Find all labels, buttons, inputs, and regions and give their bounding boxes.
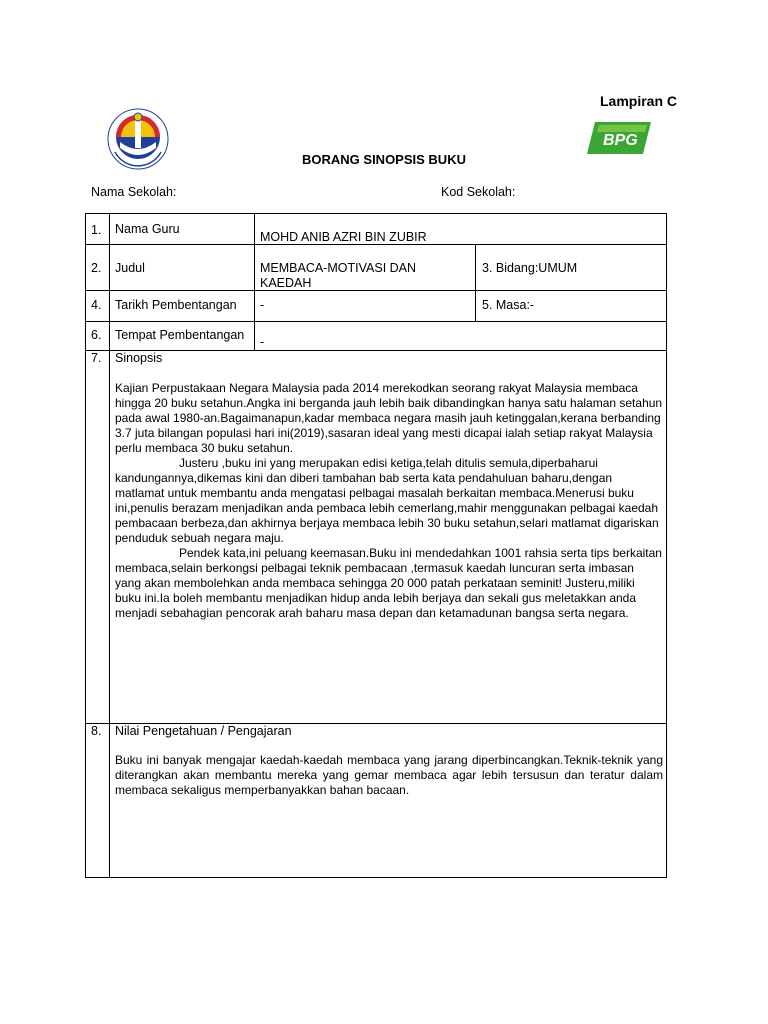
appendix-label: Lampiran C (600, 93, 678, 109)
row-number: 1. (91, 223, 102, 237)
row-divider (86, 321, 666, 322)
teacher-name-value: MOHD ANIB AZRI BIN ZUBIR (260, 230, 427, 244)
row-number: 6. (91, 328, 102, 342)
knowledge-text: Buku ini banyak mengajar kaedah-kaedah membaca yang jarang diperbincangkan.Teknik-teknik yang diterangkan akan membantu mereka yang gemar membaca agar lebih tersusun dan teratur dalam membaca sekaligus memperbanyakkan bahan bacaan. (115, 753, 663, 797)
presentation-place-value: - (260, 335, 265, 349)
presentation-place-label: Tempat Pembentangan (115, 328, 245, 342)
bpg-logo-text: BPG (603, 132, 638, 149)
teacher-name-label: Nama Guru (115, 222, 180, 236)
synopsis-table (85, 213, 667, 878)
field-label: 3. Bidang:UMUM (482, 261, 578, 275)
synopsis-paragraph: Kajian Perpustakaan Negara Malaysia pada 2014 merekodkan seorang rakyat Malaysia membaca hingga 20 buku setahun.Angka ini berganda jauh lebih baik dibandingkan hanya satu halaman setahun pada awal 1980-an.Bagaimanapun,kadar membaca negara masih jauh ketinggalan,kerana berbanding 3.7 juta bilangan populasi hari ini(2019),sasaran ideal yang mesti dicapai ialah setiap rakyat Malaysia perlu membaca 30 buku setahun. (115, 381, 663, 455)
presentation-date-label: Tarikh Pembentangan (115, 298, 237, 312)
row-number: 7. (91, 351, 102, 365)
school-code-label: Kod Sekolah: (441, 185, 516, 199)
time-label: 5. Masa:- (482, 298, 535, 312)
row-number: 4. (91, 298, 102, 312)
book-title-label: Judul (115, 261, 145, 275)
column-divider (254, 214, 255, 350)
column-divider (475, 244, 476, 321)
bpg-logo (585, 120, 653, 156)
book-title-value: MEMBACA-MOTIVASI DAN KAEDAH (260, 261, 417, 290)
synopsis-paragraph: Justeru ,buku ini yang merupakan edisi ketiga,telah ditulis semula,diperbaharui kandungannya,dikemas kini dan diberi tambahan bab serta kata pendahuluan baharu,dengan matlamat untuk membantu anda mengatasi pelbagai masalah berkaitan membaca.Menerusi buku ini,penulis berazam menjadikan anda pembaca lebih cemerlang,mahir menggunakan pelbagai kaedah pembacaan berbeza,dan akhirnya berjaya membaca lebih 30 buku setahun,selari matlamat digariskan penduduk sebuah negara maju. (115, 456, 659, 545)
synopsis-text (115, 381, 663, 621)
row-divider (86, 350, 666, 351)
form-title: BORANG SINOPSIS BUKU (302, 152, 466, 167)
row-number: 8. (91, 724, 102, 738)
presentation-date-value: - (260, 298, 265, 312)
synopsis-paragraph: Pendek kata,ini peluang keemasan.Buku ini mendedahkan 1001 rahsia serta tips berkaitan membaca,selain berkongsi pelbagai teknik pembacaan ,termasuk kaedah luncuran serta imbasan yang akan membolehkan anda membaca sehingga 20 000 patah perkataan seminit! Justeru,miliki buku ini.Ia boleh membantu menjadikan hidup anda lebih berjaya dan sekali gus meletakkan anda menjadi sebahagian pencorak arah baharu masa depan dan ketamadunan bangsa serta negara. (115, 546, 662, 620)
knowledge-label: Nilai Pengetahuan / Pengajaran (115, 724, 292, 738)
school-name-label: Nama Sekolah: (91, 185, 177, 199)
row-number: 2. (91, 261, 102, 275)
synopsis-label: Sinopsis (115, 351, 163, 365)
column-divider (109, 214, 110, 877)
